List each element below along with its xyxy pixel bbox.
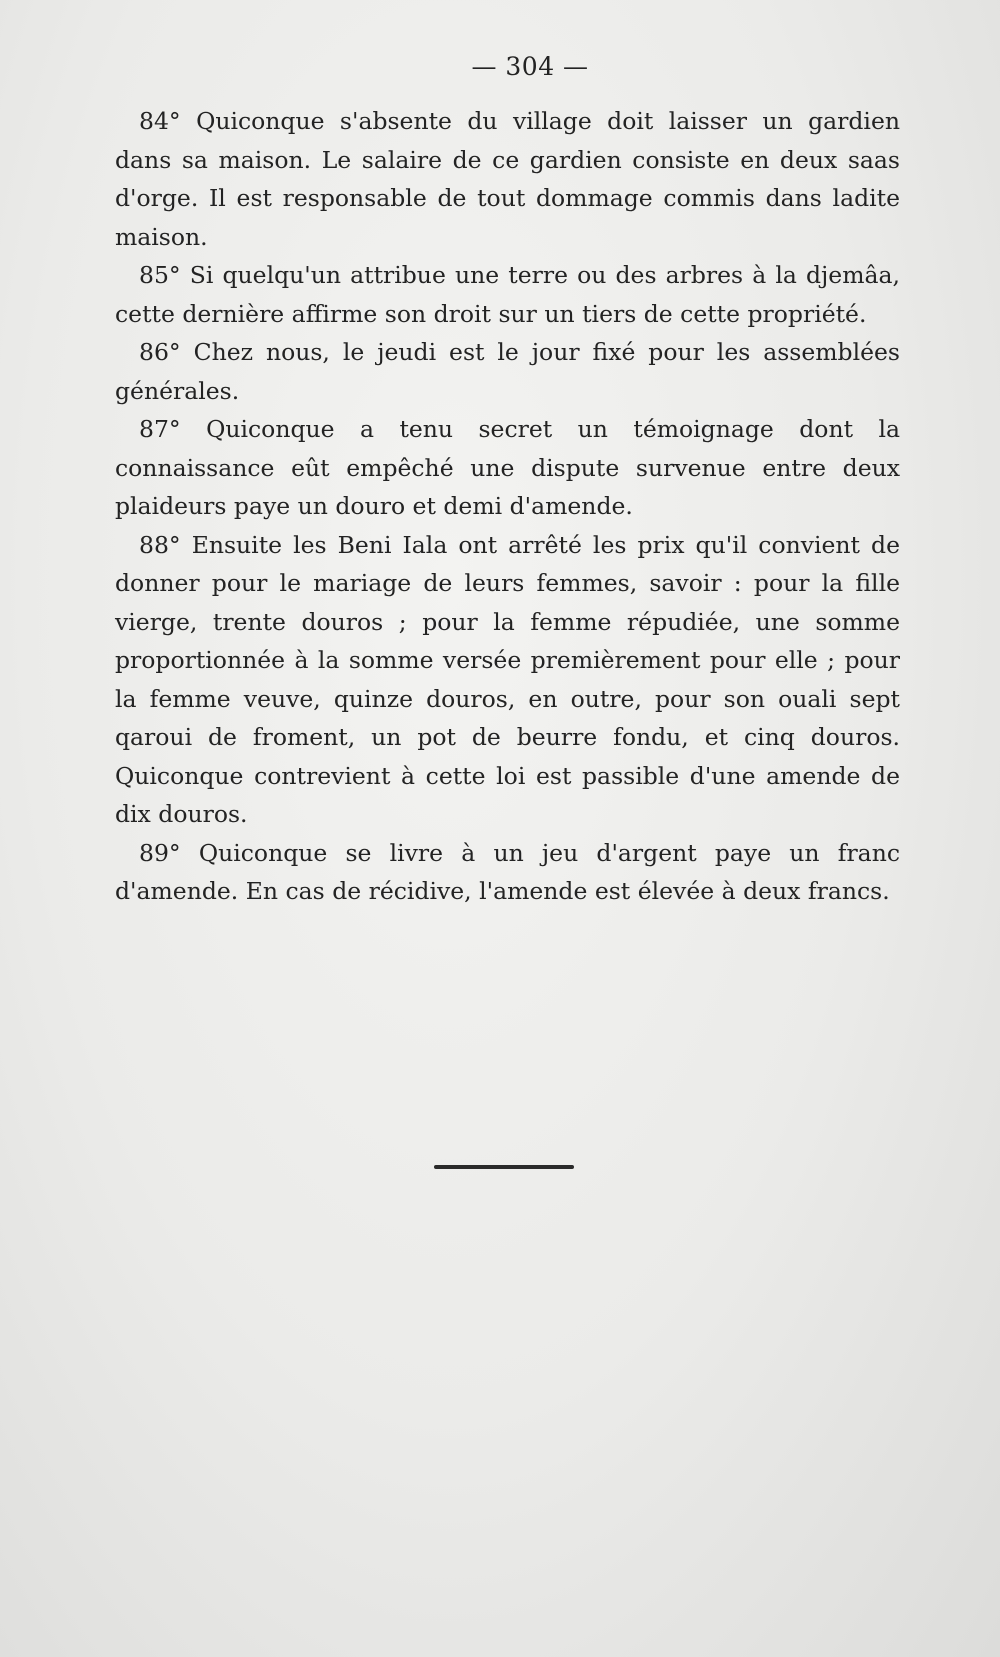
article-86: 86° Chez nous, le jeudi est le jour fixé pour les assemblées générales. bbox=[115, 338, 900, 405]
section-end-rule bbox=[434, 1165, 574, 1169]
article-88: 88° Ensuite les Beni Iala ont arrêté les prix qu'il convient de donner pour le mariage de leurs femmes, savoir : pour la fille vierge, trente douros ; pour la femme répudiée, une somme proportionnée à la somme versée premièrement pour elle ; pour la femme veuve, quinze douros, en outre, pour son ouali sept qaroui de froment, un pot de beurre fondu, et cinq douros. Quiconque contrevient à cette loi est passible d'une amende de dix douros. bbox=[115, 530, 900, 828]
article-87: 87° Quiconque a tenu secret un témoignage dont la connaissance eût empêché une dispute survenue entre deux plaideurs paye un douro et demi d'amende. bbox=[115, 415, 900, 520]
article-89: 89° Quiconque se livre à un jeu d'argent paye un franc d'amende. En cas de récidive, l'amende est élevée à deux francs. bbox=[115, 838, 900, 905]
article-84: 84° Quiconque s'absente du village doit laisser un gardien dans sa maison. Le salaire de ce gardien consiste en deux saas d'orge. Il est responsable de tout dommage commis dans ladite maison. bbox=[115, 107, 900, 251]
page-number: — 304 — bbox=[471, 52, 589, 81]
body-text bbox=[115, 102, 900, 911]
article-85: 85° Si quelqu'un attribue une terre ou des arbres à la djemâa, cette dernière affirme son droit sur un tiers de cette propriété. bbox=[115, 261, 900, 328]
